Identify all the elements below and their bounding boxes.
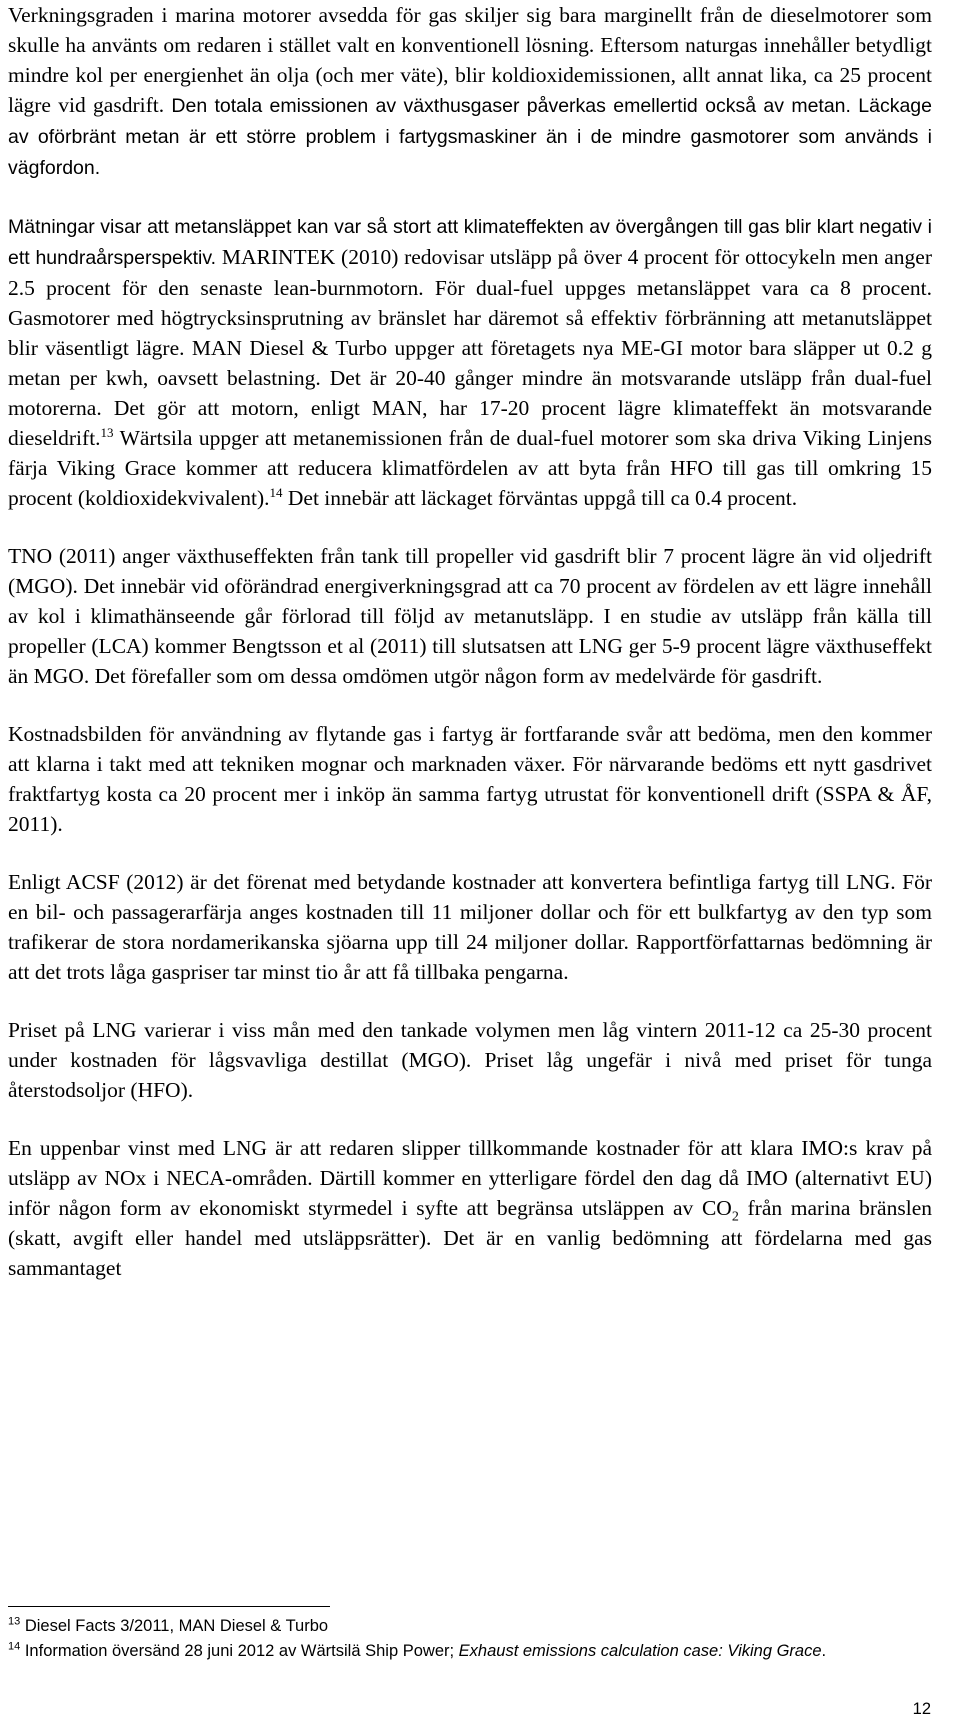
co2-subscript: 2 bbox=[731, 1209, 739, 1225]
paragraph-efficiency bbox=[8, 0, 932, 183]
paragraph-measurements-body: MARINTEK (2010) redovisar utsläpp på över 4 procent för ottocykeln men anger 2.5 procent för den senaste lean-burnmotorn. För dual-fuel uppges metansläppet vara ca 8 procent. Gasmotorer med högtrycksinsprutning av bränslet har däremot så effektiv förbränning att metanutsläppet blir väsentligt lägre. MAN Diesel & Turbo uppger att företagets nya ME-GI motor bara släpper ut 0.2 g metan per kwh, oavsett belastning. Det är 20-40 gånger mindre än motsvarande utsläpp från dual-fuel motorerna. Det gör att motorn, enligt MAN, har 17-20 procent lägre klimateffekt än motsvarande dieseldrift. bbox=[8, 245, 933, 450]
paragraph-advantages bbox=[8, 1133, 932, 1283]
paragraph-lng-price: Priset på LNG varierar i viss mån med den tankade volymen men låg vintern 2011-12 ca 25-30 procent under kostnaden för lågsvavliga destillat (MGO). Priset låg ungefär i nivå med priset för tunga återstodsoljor (HFO). bbox=[8, 1018, 932, 1102]
footnote-14-number: 14 bbox=[8, 1640, 21, 1653]
document-body bbox=[8, 0, 932, 1283]
footnote-14-title: Exhaust emissions calculation case: Viking Grace bbox=[458, 1642, 822, 1660]
page-number: 12 bbox=[912, 1700, 931, 1718]
paragraph-measurements-lead: Mätningar visar att metansläppet kan var så stort att klimateffekten av övergången till gas blir klart negativ i ett hundraårsperspektiv. bbox=[8, 216, 932, 269]
paragraph-tno: TNO (2011) anger växthuseffekten från tank till propeller vid gasdrift blir 7 procent lägre än vid oljedrift (MGO). Det innebär vid oförändrad energiverkningsgrad att ca 70 procent av fördelen av ett lägre innehåll av kol i klimathänseende går förlorad till följd av metanutsläpp. I en studie av utsläpp från källa till propeller (LCA) kommer Bengtsson et al (2011) till slutsatsen att LNG ger 5-9 procent lägre växthuseffekt än MGO. Det förefaller som om dessa omdömen utgör någon form av medelvärde för gasdrift. bbox=[8, 544, 932, 688]
footnote-13-number: 13 bbox=[8, 1615, 21, 1628]
paragraph-advantages-continued: från marina bränslen (skatt, avgift eller handel med utsläppsrätter). Det är en vanlig bedömning att fördelarna med gas sammantaget bbox=[8, 1196, 932, 1280]
footnote-13 bbox=[8, 1614, 932, 1639]
paragraph-efficiency-text: Verkningsgraden i marina motorer avsedda för gas skiljer sig bara marginellt från de dieselmotorer som skulle ha använts om redaren i stället valt en konventionell lösning. Eftersom naturgas innehåller betydligt mindre kol per energienhet än olja (och mer väte), blir koldioxidemissionen, allt annat lika, ca 25 procent lägre vid gasdrift. bbox=[8, 3, 932, 117]
paragraph-measurements-end: Det innebär att läckaget förväntas uppgå till ca 0.4 procent. bbox=[282, 486, 798, 510]
paragraph-advantages-text: En uppenbar vinst med LNG är att redaren slipper tillkommande kostnader för att klara IMO:s krav på utsläpp av NOx i NECA-områden. Därtill kommer en ytterligare fördel den dag då IMO (alternativt EU) inför någon form av ekonomiskt styrmedel i syfte att begränsa utsläppen av CO bbox=[8, 1136, 932, 1220]
footnote-14-text: Information översänd 28 juni 2012 av Wärtsilä Ship Power; bbox=[24, 1642, 459, 1660]
footnote-ref-14: 14 bbox=[269, 484, 283, 500]
paragraph-acsf: Enligt ACSF (2012) är det förenat med betydande kostnader att konvertera befintliga fartyg till LNG. För en bil- och passagerarfärja anges kostnaden till 11 miljoner dollar och för ett bulkfartyg av den typ som trafikerar de stora nordamerikanska sjöarna upp till 24 miljoner dollar. Rapportförfattarnas bedömning är att det trots låga gaspriser tar minst tio år att få tillbaka pengarna. bbox=[8, 870, 932, 984]
paragraph-methane-text: Den totala emissionen av växthusgaser påverkas emellertid också av metan. Läckage av oförbränt metan är ett större problem i fartygsmaskiner än i de mindre gasmotorer som används i vägfordon. bbox=[8, 95, 932, 179]
paragraph-costs: Kostnadsbilden för användning av flytande gas i fartyg är fortfarande svår att bedöma, men den kommer att klarna i takt med att tekniken mognar och marknaden växer. För närvarande bedöms ett nytt gasdrivet fraktfartyg kosta ca 20 procent mer i inköp än samma fartyg utrustat för konventionell drift (SSPA & ÅF, 2011). bbox=[8, 722, 932, 836]
footnote-14 bbox=[8, 1639, 932, 1664]
paragraph-measurements bbox=[8, 211, 932, 513]
paragraph-measurements-wartsila: Wärtsila uppger att metanemissionen från de dual-fuel motorer som ska driva Viking Linjens färja Viking Grace kommer att reducera klimatfördelen av att byta från HFO till gas till omkring 15 procent (koldioxidekvivalent). bbox=[8, 426, 932, 510]
footnote-14-end: . bbox=[821, 1642, 827, 1660]
footnote-separator bbox=[8, 1606, 330, 1607]
footnote-ref-13: 13 bbox=[100, 424, 114, 440]
footnote-13-text: Diesel Facts 3/2011, MAN Diesel & Turbo bbox=[24, 1617, 329, 1635]
footnotes bbox=[8, 1614, 932, 1664]
